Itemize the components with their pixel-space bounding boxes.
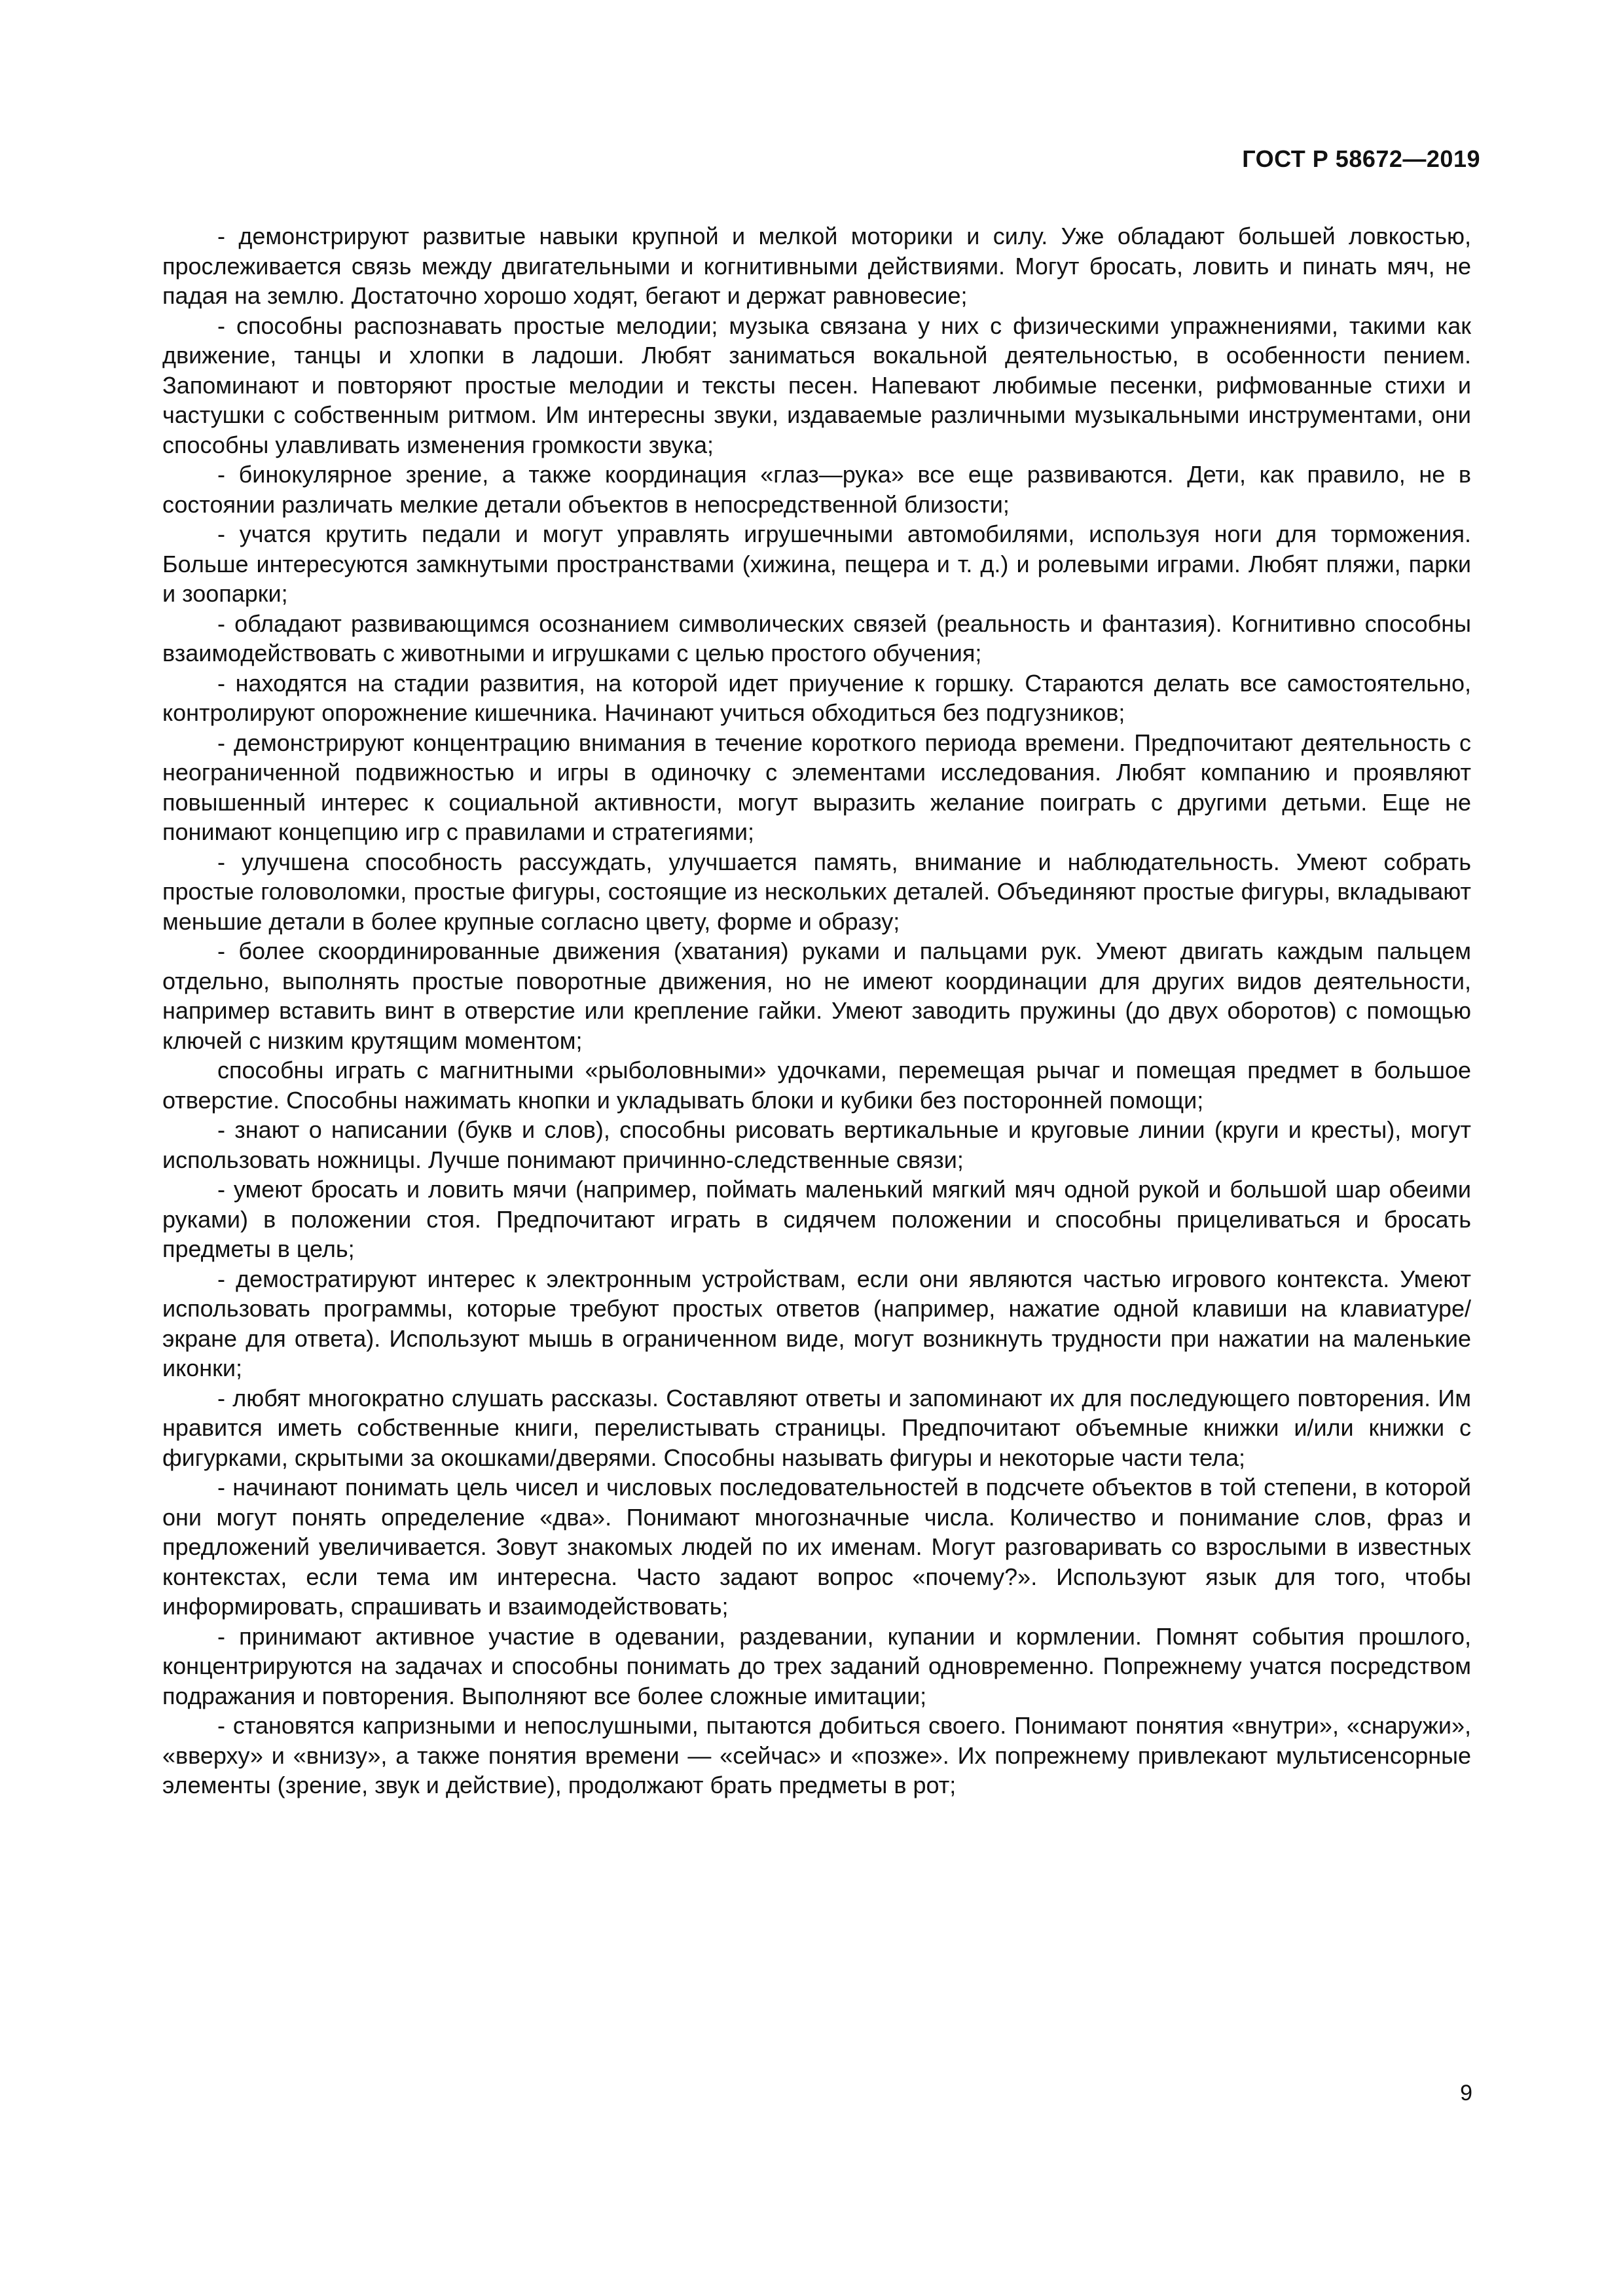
paragraph: - способны распознавать простые мелодии; музыка связана у них с физическими упражнениями, такими как движение, танцы и хлопки в ладоши. Любят заниматься вокальной деятельностью, в особенности пением. Запоминают и повторяют простые мелодии и тексты песен. Напевают любимые песенки, рифмованные стихи и частушки с собственным ритмом. Им интересны звуки, издаваемые различными музыкальными инструментами, они способны улавливать изменения громкости звука; xyxy=(162,312,1471,458)
page-number: 9 xyxy=(1460,2081,1472,2105)
paragraph: - демостратируют интерес к электронным устройствам, если они являются частью игрового контекста. Умеют использовать программы, которые требуют простых ответов (например, нажатие одной клавиши на клавиатуре/экране для ответа). Используют мышь в ограниченном виде, могут возникнуть трудности при нажатии на маленькие иконки; xyxy=(162,1265,1471,1381)
paragraph: - более скоординированные движения (хватания) руками и пальцами рук. Умеют двигать каждым пальцем отдельно, выполнять простые поворотные движения, но не имеют координации для других видов деятельности, например вставить винт в отверстие или крепление гайки. Умеют заводить пружины (до двух оборотов) с помощью ключей с низким крутящим моментом; xyxy=(162,938,1471,1054)
paragraph: - бинокулярное зрение, а также координация «глаз—рука» все еще развиваются. Дети, как правило, не в состоянии различать мелкие детали объектов в непосредственной близости; xyxy=(162,461,1471,518)
paragraph: - находятся на стадии развития, на которой идет приучение к горшку. Стараются делать все самостоятельно, контролируют опорожнение кишечника. Начинают учиться обходиться без подгузников; xyxy=(162,669,1471,726)
paragraph: - демонстрируют концентрацию внимания в течение короткого периода времени. Предпочитают деятельность с неограниченной подвижностью и игры в одиночку с элементами исследования. Любят компанию и проявляют повышенный интерес к социальной активности, могут выразить желание поиграть с другими детьми. Еще не понимают концепцию игр с правилами и стратегиями; xyxy=(162,729,1471,845)
paragraph: - становятся капризными и непослушными, пытаются добиться своего. Понимают понятия «внутри», «снаружи», «вверху» и «внизу», а также понятия времени — «сейчас» и «позже». Их попрежнему привлекают мультисенсорные элементы (зрение, звук и действие), продолжают брать предметы в рот; xyxy=(162,1712,1471,1798)
document-standard-number: ГОСТ Р 58672—2019 xyxy=(1242,145,1480,172)
paragraph: - начинают понимать цель чисел и числовых последовательностей в подсчете объектов в той степени, в которой они могут понять определение «два». Понимают многозначные числа. Количество и понимание слов, фраз и предложений увеличивается. Зовут знакомых людей по их именам. Могут разговаривать со взрослыми в известных контекстах, если тема им интересна. Часто задают вопрос «почему?». Используют язык для того, чтобы информировать, спрашивать и взаимодействовать; xyxy=(162,1474,1471,1620)
paragraph: - учатся крутить педали и могут управлять игрушечными автомобилями, используя ноги для торможения. Больше интересуются замкнутыми пространствами (хижина, пещера и т. д.) и ролевыми играми. Любят пляжи, парки и зоопарки; xyxy=(162,520,1471,607)
paragraph: - демонстрируют развитые навыки крупной и мелкой моторики и силу. Уже обладают большей ловкостью, прослеживается связь между двигательными и когнитивными действиями. Могут бросать, ловить и пинать мяч, не падая на землю. Достаточно хорошо ходят, бегают и держат равновесие; xyxy=(162,223,1471,309)
paragraph: - любят многократно слушать рассказы. Составляют ответы и запоминают их для последующего повторения. Им нравится иметь собственные книги, перелистывать страницы. Предпочитают объемные книжки и/или книжки с фигурками, скрытыми за окошками/дверями. Способны называть фигуры и некоторые части тела; xyxy=(162,1384,1471,1471)
document-body xyxy=(162,221,1471,1800)
paragraph: - обладают развивающимся осознанием символических связей (реальность и фантазия). Когнитивно способны взаимодействовать с животными и игрушками с целью простого обучения; xyxy=(162,610,1471,666)
paragraph: - умеют бросать и ловить мячи (например, поймать маленький мягкий мяч одной рукой и большой шар обеими руками) в положении стоя. Предпочитают играть в сидячем положении и способны прицеливаться и бросать предметы в цель; xyxy=(162,1176,1471,1262)
paragraph: - принимают активное участие в одевании, раздевании, купании и кормлении. Помнят события прошлого, концентрируются на задачах и способны понимать до трех заданий одновременно. Попрежнему учатся посредством подражания и повторения. Выполняют все более сложные имитации; xyxy=(162,1622,1471,1709)
paragraph: способны играть с магнитными «рыболовными» удочками, перемещая рычаг и помещая предмет в большое отверстие. Способны нажимать кнопки и укладывать блоки и кубики без посторонней помощи; xyxy=(162,1057,1471,1114)
paragraph: - улучшена способность рассуждать, улучшается память, внимание и наблюдательность. Умеют собрать простые головоломки, простые фигуры, состоящие из нескольких деталей. Объединяют простые фигуры, вкладывают меньшие детали в более крупные согласно цвету, форме и образу; xyxy=(162,848,1471,935)
paragraph: - знают о написании (букв и слов), способны рисовать вертикальные и круговые линии (круги и кресты), могут использовать ножницы. Лучше понимают причинно-следственные связи; xyxy=(162,1116,1471,1173)
